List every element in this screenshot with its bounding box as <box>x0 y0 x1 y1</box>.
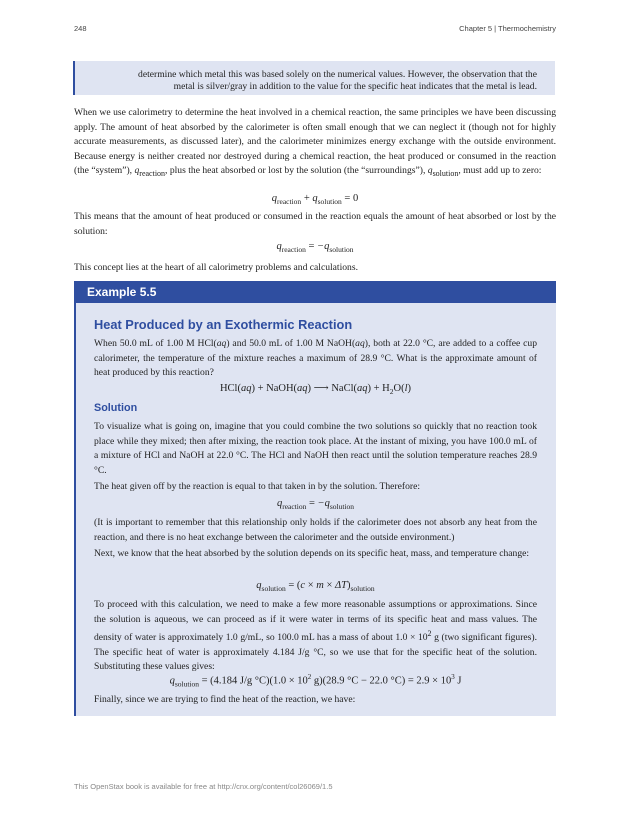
heat-equality-equation: $q_{reaction} = -q_{solution}$ <box>276 241 354 255</box>
example-header: Example 5.5 <box>74 281 556 303</box>
chapter-title: Chapter 5 | Thermochemistry <box>459 24 556 33</box>
concept-paragraph: This concept lies at the heart of all calorimetry problems and calculations. <box>74 262 358 273</box>
equality-paragraph: This means that the amount of heat produced or consumed in the reaction equals the amount of heat absorbed or lost by the solution: <box>74 211 556 237</box>
solution-paragraph: To proceed with this calculation, we need to make a few more reasonable assumptions or approximations. Since the solution is aqueous, we can proceed as if it were water in terms of its specific heat and mass values. The density of water is approximately 1.0 g/mL, so 100.0 mL has a mass of about $1.0 \times 10^2$ g (two significant figures). The specific heat of water is approximately 4.184 J/g °C, so we use that for the specific heat of the solution. Substituting these values gives: <box>94 599 537 673</box>
solution-paragraph: Next, we know that the heat absorbed by the solution depends on its specific heat, mass, and temperature change: <box>94 548 530 559</box>
intro-paragraph: When we use calorimetry to determine the heat involved in a chemical reaction, the same principles we have been discussing apply. The amount of heat absorbed by the calorimeter is often small enough that we can neglect it (though not for highly accurate measurements, as discussed later), and the calorimeter minimizes energy exchange with the outside environment. Because energy is neither created nor destroyed during a chemical reaction, the heat produced or consumed in the reaction (the “system”), $q_{reaction}$, plus the heat absorbed or lost by the solution (the “surroundings”), $q_{solution}$, must add up to zero: <box>74 107 556 178</box>
footer-note: This OpenStax book is available for free at http://cnx.org/content/col26069/1.5 <box>74 782 333 791</box>
solution-paragraph: To visualize what is going on, imagine that you could combine the two solutions so quickly that no reaction took place while they mixed; then after mixing, the reaction took place. At the instant of mixing, you have 100.0 mL of a mixture of HCl and NaOH at 22.0 °C. The HCl and NaOH then react until the solution temperature reaches 28.9 °C. <box>94 421 537 476</box>
specific-heat-equation: $q_{solution} = (c \times m \times \Delta T)_{solution}$ <box>256 580 375 594</box>
heat-calculation-equation: $q_{solution} = (4.184$ J/g $^\circ C)(1.0 \times 10^2$ g)(28.9 °C − 22.0 $^\circ C) = 2.9 \times 10^3$ J <box>169 673 462 689</box>
solution-paragraph: Finally, since we are trying to find the heat of the reaction, we have: <box>94 694 356 705</box>
heat-balance-equation: $q_{reaction} + q_{solution} = 0$ <box>271 193 359 207</box>
page-number: 248 <box>74 24 87 33</box>
reaction-equation: HCl(aq) + NaOH(aq) ⟶ NaCl(aq) + $H_2O(l)$ <box>219 383 412 397</box>
problem-statement: When 50.0 mL of 1.00 M HCl(aq) and 50.0 mL of 1.00 M NaOH(aq), both at 22.0 °C, are added to a coffee cup calorimeter, the temperature of the mixture reaches a maximum of 28.9 °C. What is the approximate amount of heat produced by this reaction? <box>94 338 537 378</box>
continuation-line: determine which metal this was based solely on the numerical values. However, the observation that the <box>138 69 537 80</box>
solution-heading: Solution <box>94 402 138 414</box>
example-title: Heat Produced by an Exothermic Reaction <box>94 317 353 332</box>
previous-example-continuation <box>73 61 555 95</box>
solution-paragraph: The heat given off by the reaction is equal to that taken in by the solution. Therefore: <box>94 481 420 492</box>
continuation-line: metal is silver/gray in addition to the value for the specific heat indicates that the metal is lead. <box>173 81 537 92</box>
heat-equality-equation: $q_{reaction} = -q_{solution}$ <box>276 498 355 512</box>
solution-paragraph: (It is important to remember that this relationship only holds if the calorimeter does not absorb any heat from the reaction, and there is no heat exchange between the calorimeter and the outside environment.) <box>94 517 537 543</box>
